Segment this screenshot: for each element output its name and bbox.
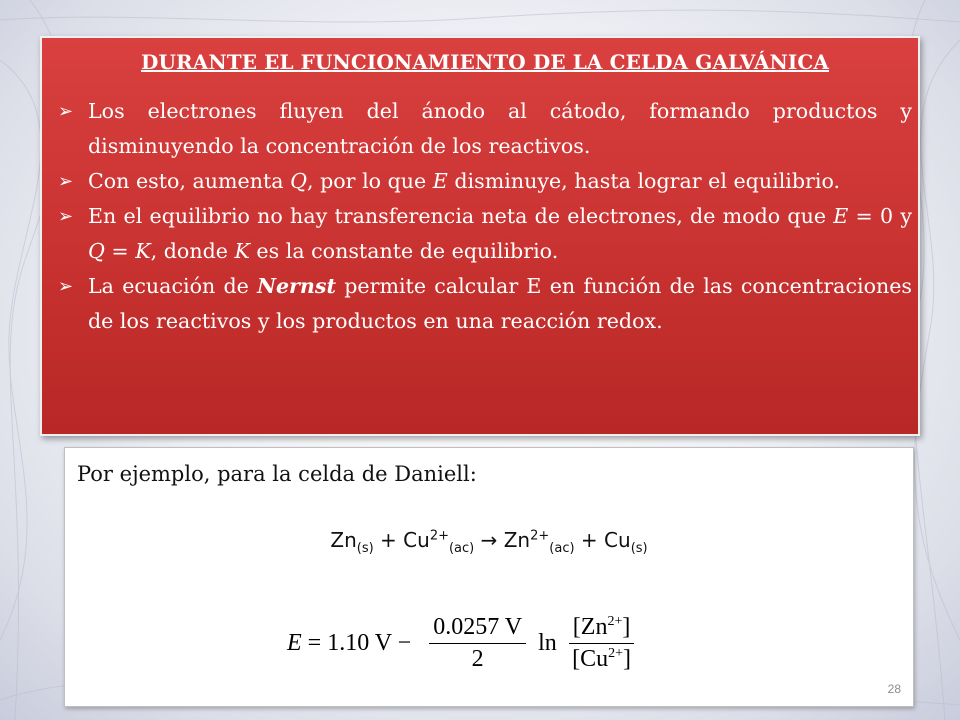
ln-symbol: ln bbox=[538, 629, 557, 656]
state-label: (ac) bbox=[549, 541, 575, 556]
equation-constant: = 1.10 V − bbox=[301, 629, 418, 656]
arrow-bullet-icon: ➢ bbox=[58, 276, 74, 297]
cu-ion-label: [Cu bbox=[572, 645, 609, 672]
bullet-text-segment: = bbox=[104, 239, 136, 263]
bullet-text-segment: Q bbox=[290, 169, 307, 193]
bullet-text-segment: K bbox=[234, 239, 250, 263]
ratio-numerator bbox=[569, 614, 635, 644]
plus-sign: + bbox=[574, 528, 605, 552]
reactant-cu-ion: Cu bbox=[403, 528, 430, 552]
product-zn-ion: Zn bbox=[503, 528, 531, 552]
example-intro: Por ejemplo, para la celda de Daniell: bbox=[77, 462, 477, 486]
bullet-text-segment: permite calcular E en función de las concentraciones de los reactivos y los productos en una reacción redox. bbox=[88, 274, 912, 333]
bullet-text-segment: = 0 y bbox=[848, 204, 912, 228]
bullet-text-segment: Nernst bbox=[257, 274, 336, 298]
main-content-box bbox=[40, 36, 920, 436]
bullet-text-segment: La ecuación de bbox=[88, 274, 258, 298]
bullet-list bbox=[58, 94, 912, 339]
bullet-item bbox=[58, 269, 912, 339]
bullet-item bbox=[58, 164, 912, 199]
bullet-item bbox=[58, 94, 912, 164]
bullet-text-segment: En el equilibrio no hay transferencia neta de electrones, de modo que bbox=[88, 204, 834, 228]
bullet-text-segment: E bbox=[432, 169, 448, 193]
charge-label: 2+ bbox=[608, 645, 624, 661]
fraction-numerator: 0.0257 V bbox=[429, 614, 526, 644]
bullet-item bbox=[58, 199, 912, 269]
coefficient-fraction bbox=[429, 614, 526, 673]
bullet-text-segment: es la constante de equilibrio. bbox=[249, 239, 559, 263]
nernst-equation bbox=[287, 608, 646, 678]
bracket-close: ] bbox=[623, 645, 632, 672]
equation-lhs: E bbox=[287, 629, 302, 656]
state-label: (s) bbox=[630, 541, 648, 556]
bullet-text-segment: , donde bbox=[150, 239, 235, 263]
example-box bbox=[64, 447, 914, 707]
arrow-bullet-icon: ➢ bbox=[58, 206, 74, 227]
bullet-text-segment: K bbox=[135, 239, 151, 263]
reaction-arrow: → bbox=[474, 528, 504, 552]
bracket-close: ] bbox=[622, 613, 631, 640]
bullet-text-segment: disminuye, hasta lograr el equilibrio. bbox=[447, 169, 841, 193]
bullet-text-segment: Q bbox=[88, 239, 105, 263]
slide-title: DURANTE EL FUNCIONAMIENTO DE LA CELDA GALVÁNICA bbox=[141, 50, 829, 74]
daniell-reaction bbox=[65, 528, 913, 556]
bullet-text-segment: E bbox=[833, 204, 849, 228]
fraction-denominator: 2 bbox=[471, 645, 484, 672]
state-label: (s) bbox=[356, 541, 374, 556]
bullet-text-segment: Con esto, aumenta bbox=[88, 169, 291, 193]
arrow-bullet-icon: ➢ bbox=[58, 101, 74, 122]
ratio-denominator bbox=[572, 644, 631, 673]
product-cu: Cu bbox=[604, 528, 631, 552]
charge-label: 2+ bbox=[429, 528, 449, 544]
plus-sign: + bbox=[373, 528, 404, 552]
arrow-bullet-icon: ➢ bbox=[58, 171, 74, 192]
page-number: 28 bbox=[887, 682, 901, 696]
bullet-text-segment: Los electrones fluyen del ánodo al cátodo, formando productos y disminuyendo la concentración de los reactivos. bbox=[88, 99, 912, 158]
concentration-ratio bbox=[569, 614, 635, 673]
bullet-text-segment: , por lo que bbox=[307, 169, 433, 193]
charge-label: 2+ bbox=[530, 528, 550, 544]
state-label: (ac) bbox=[448, 541, 475, 556]
charge-label: 2+ bbox=[607, 613, 623, 629]
zn-ion-label: [Zn bbox=[572, 613, 608, 640]
reactant-zn: Zn bbox=[330, 528, 357, 552]
